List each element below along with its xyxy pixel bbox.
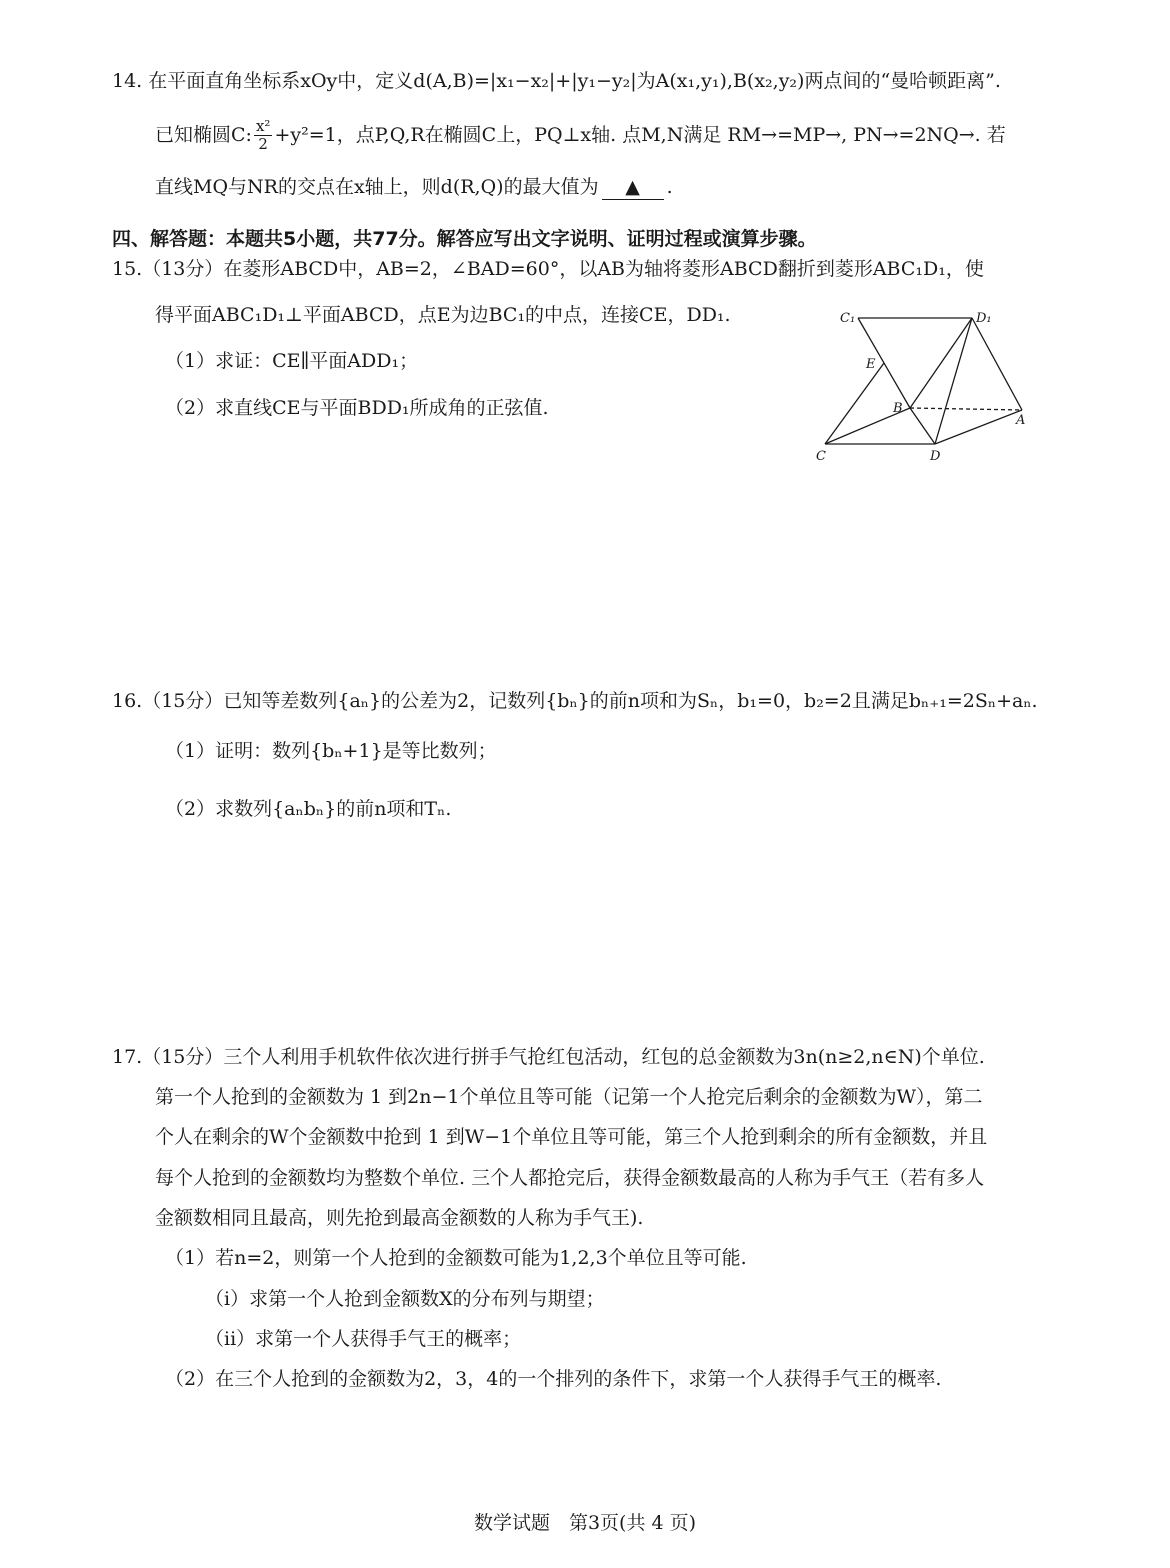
edge-d-a [935,410,1022,444]
q14-line2-pre: 已知椭圆C: [155,123,252,146]
q17-part1-ii: （ii）求第一个人获得手气王的概率； [205,1328,522,1350]
label-d1: D₁ [976,311,992,326]
edge-b-d1 [910,318,972,408]
edge-d-d1 [935,318,972,444]
label-e: E [866,357,876,372]
page-footer: 数学试题 第3页(共 4 页) [473,1512,697,1534]
label-a: A [1016,413,1026,428]
q17-line3: 个人在剩余的W个金额数中抢到 1 到W−1个单位且等可能，第三个人抢到剩余的所有金额数，并且 [155,1126,988,1148]
fraction-denominator: 2 [258,135,268,154]
answer-blank: ▲ [602,176,664,200]
label-c: C [816,449,826,464]
q14-line3-post: . [666,176,673,198]
edge-b-d [910,408,935,444]
q17-part2: （2）在三个人抢到的金额数为2，3，4的一个排列的条件下，求第一个人获得手气王的概率. [165,1368,942,1390]
q15-line1: 15.（13分）在菱形ABCD中，AB=2，∠BAD=60°，以AB为轴将菱形ABCD翻折到菱形ABC₁D₁，使 [112,258,984,280]
label-b: B [893,401,903,416]
q17-line5: 金额数相同且最高，则先抢到最高金额数的人称为手气王). [155,1207,644,1229]
fraction-numerator: x² [255,117,271,135]
edge-b-a-hidden [910,408,1022,410]
q14-line2 [155,118,1006,154]
q14-line3 [155,176,673,200]
q17-part1-i: （i）求第一个人抢到金额数X的分布列与期望； [205,1288,605,1310]
q15-part2: （2）求直线CE与平面BDD₁所成角的正弦值. [165,397,549,419]
q17-part1: （1）若n=2，则第一个人抢到的金额数可能为1,2,3个单位且等可能. [165,1247,747,1269]
q17-line4: 每个人抢到的金额数均为整数个单位. 三个人都抢完后，获得金额数最高的人称为手气王（若有多人 [155,1167,985,1189]
label-d: D [930,449,941,464]
q16-part2: （2）求数列{aₙbₙ}的前n项和Tₙ. [165,798,452,820]
q14-line2-post: +y²=1，点P,Q,R在椭圆C上，PQ⊥x轴. 点M,N满足 RM→=MP→, PN→=2NQ→. 若 [274,123,1006,146]
q17-line2: 第一个人抢到的金额数为 1 到2n−1个单位且等可能（记第一个人抢完后剩余的金额数为W），第二 [155,1086,983,1108]
label-c1: C₁ [840,311,856,326]
q16-part1: （1）证明：数列{bₙ+1}是等比数列； [165,740,497,762]
q14-line3-pre: 直线MQ与NR的交点在x轴上，则d(R,Q)的最大值为 [155,176,599,198]
q15-part1: （1）求证：CE∥平面ADD₁； [165,350,419,372]
edge-d1-a [972,318,1022,410]
rhombus-fold-figure [800,298,1050,468]
ellipse-fraction [254,118,272,154]
section-heading: 四、解答题：本题共5小题，共77分。解答应写出文字说明、证明过程或演算步骤。 [112,228,817,250]
q15-line2: 得平面ABC₁D₁⊥平面ABCD，点E为边BC₁的中点，连接CE，DD₁. [155,304,731,326]
q17-line1: 17.（15分）三个人利用手机软件依次进行拼手气抢红包活动，红包的总金额数为3n(n≥2,n∈N)个单位. [112,1046,985,1068]
q14-line1: 14. 在平面直角坐标系xOy中，定义d(A,B)=|x₁−x₂|+|y₁−y₂|为A(x₁,y₁),B(x₂,y₂)两点间的“曼哈顿距离”. [112,70,1001,92]
q16-line1: 16.（15分）已知等差数列{aₙ}的公差为2，记数列{bₙ}的前n项和为Sₙ，b₁=0，b₂=2且满足bₙ₊₁=2Sₙ+aₙ. [112,690,1038,712]
